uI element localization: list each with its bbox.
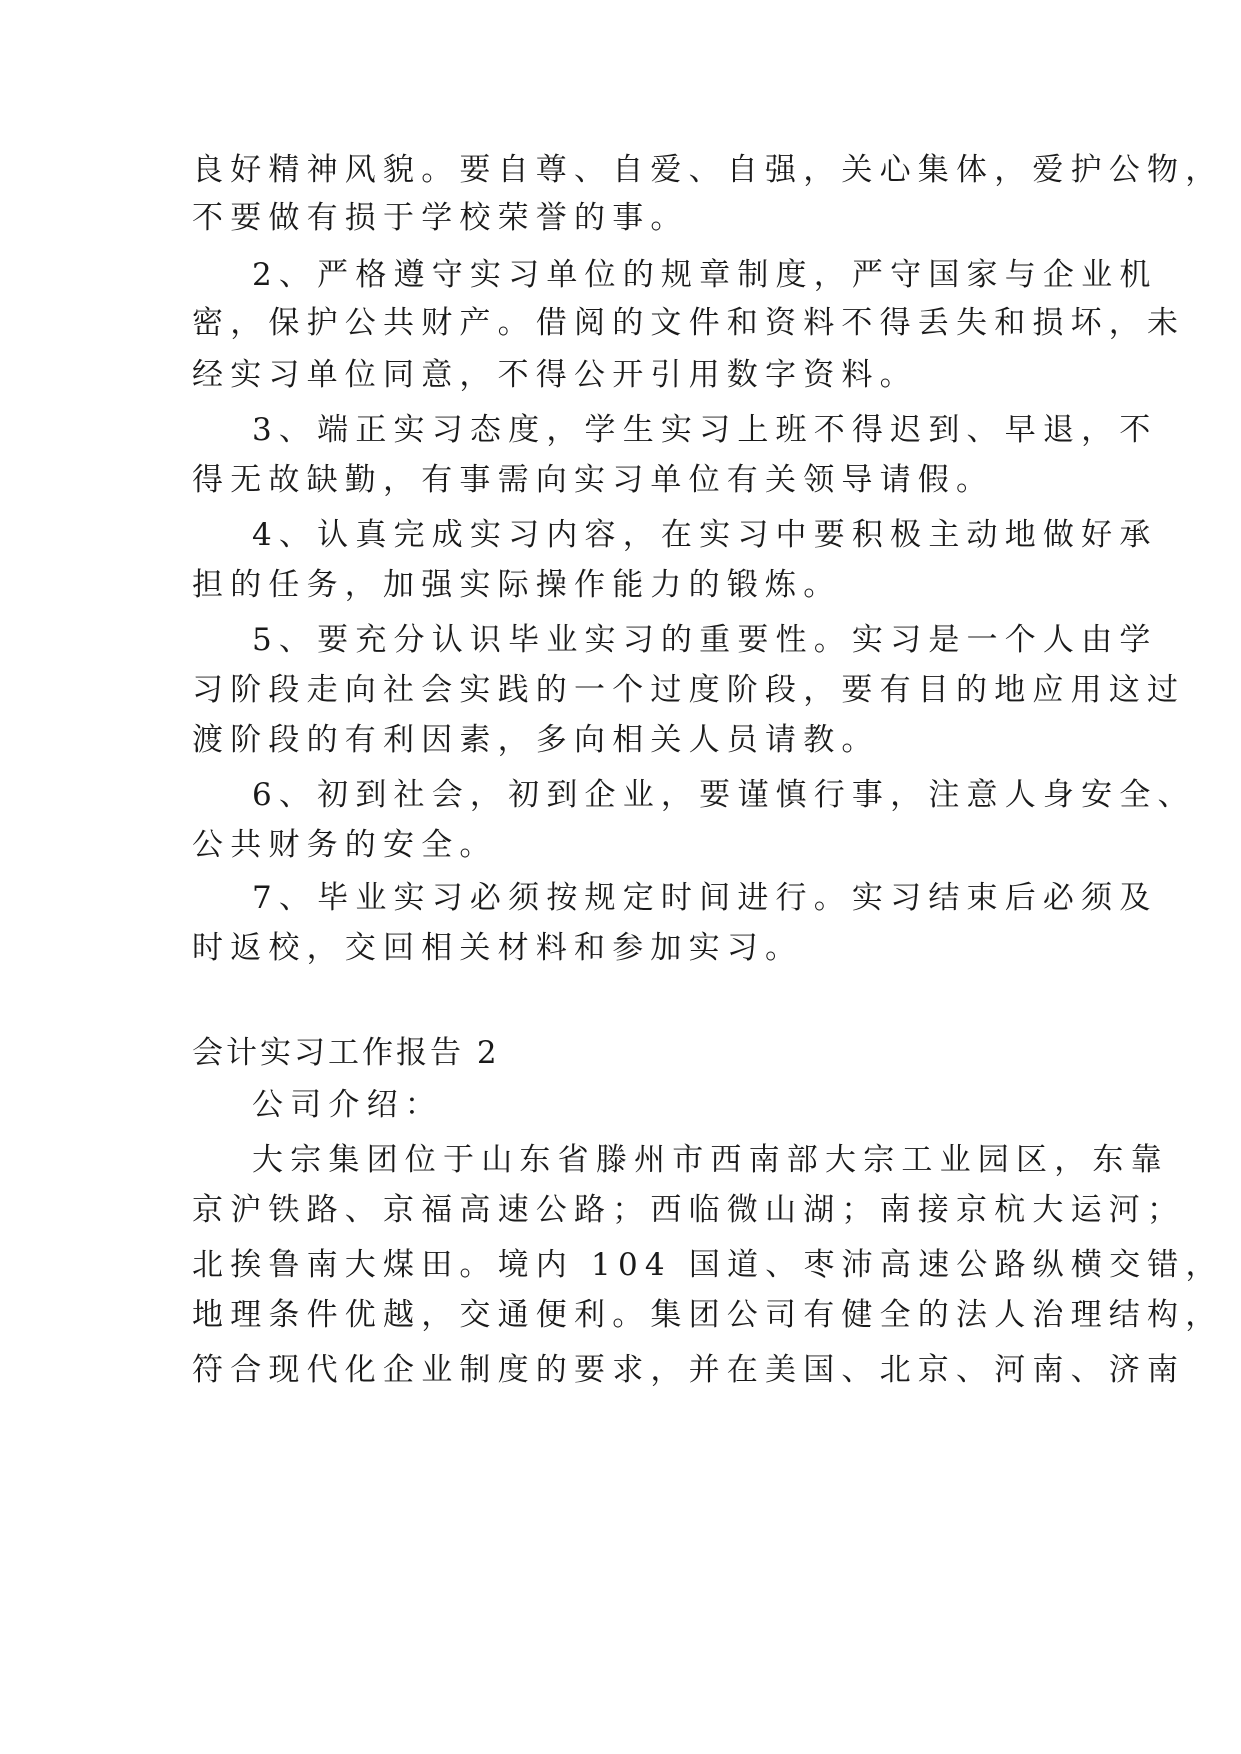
paragraph-line: 公共财务的安全。 <box>192 827 498 863</box>
paragraph-line: 4、认真完成实习内容，在实习中要积极主动地做好承 <box>252 517 1158 553</box>
paragraph-line: 不要做有损于学校荣誉的事。 <box>192 200 689 236</box>
paragraph-line: 5、要充分认识毕业实习的重要性。实习是一个人由学 <box>252 622 1158 658</box>
paragraph-line: 经实习单位同意，不得公开引用数字资料。 <box>192 357 918 393</box>
paragraph-line: 良好精神风貌。要自尊、自爱、自强，关心集体，爱护公物， <box>192 152 1224 188</box>
paragraph-line: 大宗集团位于山东省滕州市西南部大宗工业园区，东靠 <box>252 1142 1169 1178</box>
paragraph-line: 7、毕业实习必须按规定时间进行。实习结束后必须及 <box>252 880 1158 916</box>
paragraph-line: 地理条件优越，交通便利。集团公司有健全的法人治理结构， <box>192 1297 1224 1333</box>
section-title: 会计实习工作报告 2 <box>192 1035 500 1071</box>
paragraph-line: 担的任务，加强实际操作能力的锻炼。 <box>192 567 842 603</box>
paragraph-line: 得无故缺勤，有事需向实习单位有关领导请假。 <box>192 462 995 498</box>
paragraph-line: 时返校，交回相关材料和参加实习。 <box>192 930 804 966</box>
paragraph-line: 公司介绍： <box>252 1087 443 1123</box>
paragraph-line: 符合现代化企业制度的要求，并在美国、北京、河南、济南 <box>192 1352 1186 1388</box>
paragraph-line: 京沪铁路、京福高速公路；西临微山湖；南接京杭大运河； <box>192 1192 1186 1228</box>
paragraph-line: 北挨鲁南大煤田。境内 104 国道、枣沛高速公路纵横交错， <box>192 1247 1224 1283</box>
paragraph-line: 密，保护公共财产。借阅的文件和资料不得丢失和损坏，未 <box>192 305 1186 341</box>
paragraph-line: 6、初到社会，初到企业，要谨慎行事，注意人身安全、 <box>252 777 1196 813</box>
paragraph-line: 渡阶段的有利因素，多向相关人员请教。 <box>192 722 880 758</box>
paragraph-line: 3、端正实习态度，学生实习上班不得迟到、早退，不 <box>252 412 1158 448</box>
paragraph-line: 2、严格遵守实习单位的规章制度，严守国家与企业机 <box>252 257 1158 293</box>
paragraph-line: 习阶段走向社会实践的一个过度阶段，要有目的地应用这过 <box>192 672 1186 708</box>
